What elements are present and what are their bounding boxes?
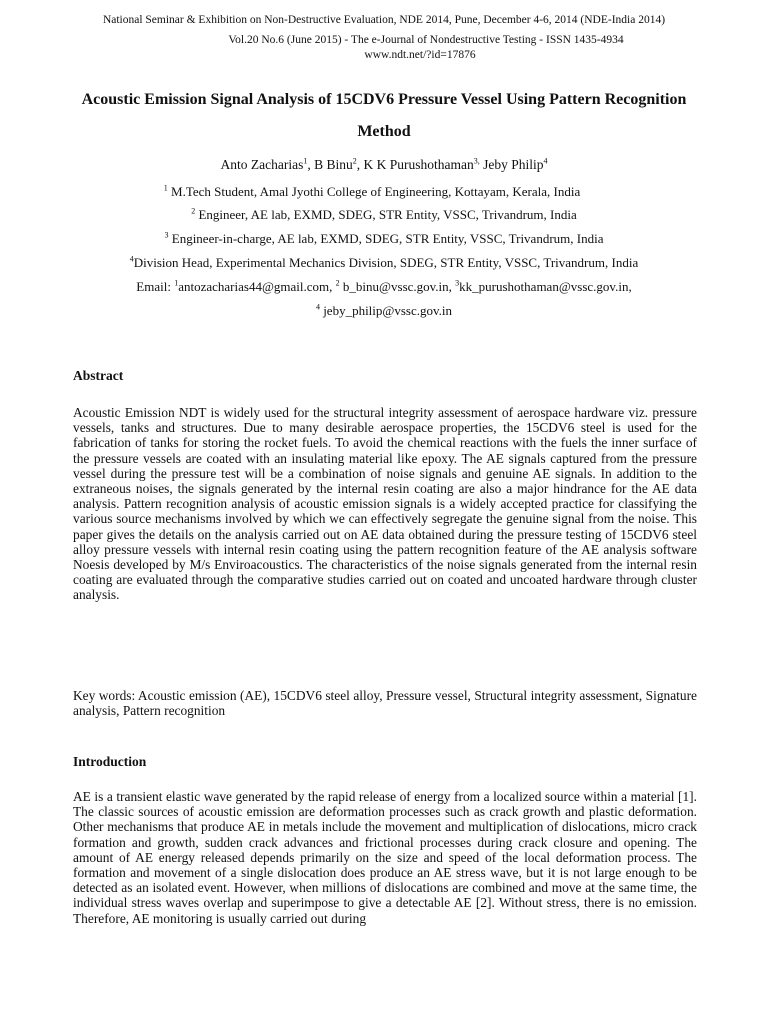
- affiliation-text: M.Tech Student, Amal Jyothi College of Engineering, Kottayam, Kerala, India: [167, 184, 581, 199]
- email-line: [0, 278, 768, 296]
- author-list: [0, 156, 768, 174]
- affiliation-text: Division Head, Experimental Mechanics Division, SDEG, STR Entity, VSSC, Trivandrum, India: [133, 255, 639, 270]
- email-sup: 4: [315, 302, 320, 312]
- author-name: Jeby Philip: [483, 157, 544, 172]
- affiliation-2: [0, 206, 768, 224]
- email-address: jeby_philip@vssc.gov.in: [319, 303, 453, 318]
- paper-title: Acoustic Emission Signal Analysis of 15CDV6 Pressure Vessel Using Pattern Recognition Method: [81, 91, 687, 140]
- author-name: K K Purushothaman: [363, 157, 474, 172]
- conference-header: National Seminar & Exhibition on Non-Destructive Evaluation, NDE 2014, Pune, December 4-6, 2014 (NDE-India 2014): [102, 14, 666, 26]
- journal-header: Vol.20 No.6 (June 2015) - The e-Journal of Nondestructive Testing - ISSN 1435-4934: [228, 34, 624, 46]
- affiliation-sup: 2: [191, 206, 196, 216]
- author-sep: ,: [307, 157, 315, 172]
- affiliation-4: [0, 254, 768, 272]
- abstract-text: Acoustic Emission NDT is widely used for the structural integrity assessment of aerospace hardware viz. pressure vessels, tanks and structures. Due to many desirable aerospace properties, the 15CDV6 steel is used for the fabrication of tanks for storing the rocket fuels. To avoid the chemical reactions with the fuels the inner surface of the pressure vessels are coated with an insulating material like epoxy. The AE signals captured from the pressure vessel during the pressure test will be a combination of noise signals and genuine AE signals. In addition to the extraneous noises, the signals generated by the internal resin coating are also a major hindrance for the AE data analysis. Pattern recognition analysis of acoustic emission signals is a widely accepted practice for classifying the various source mechanisms involved by which we can effectively segregate the genuine signal from the noise. This paper gives the details on the analysis carried out on AE data obtained during the pressure testing of 15CDV6 steel alloy pressure vessels with internal resin coating using the pattern recognition feature of the AE analysis software Noesis developed by M/s Enviroacoustics. The characteristics of the noise signals generated from the internal resin coating are evaluated through the comparative studies carried out on coated and uncoated hardware through cluster analysis.: [73, 405, 697, 603]
- author-sup: 4: [543, 156, 548, 166]
- url-header: www.ndt.net/?id=17876: [364, 49, 476, 61]
- introduction-heading: Introduction: [73, 754, 147, 769]
- email-sup: 3: [455, 278, 460, 288]
- email-address: antozacharias44@gmail.com,: [178, 279, 336, 294]
- affiliation-text: Engineer, AE lab, EXMD, SDEG, STR Entity, VSSC, Trivandrum, India: [195, 207, 577, 222]
- author-name: Anto Zacharias: [220, 157, 304, 172]
- affiliation-3: [0, 230, 768, 248]
- affiliation-sup: 4: [129, 254, 134, 264]
- affiliation-sup: 1: [163, 183, 168, 193]
- affiliation-sup: 3: [164, 230, 169, 240]
- email-sup: 1: [174, 278, 179, 288]
- affiliation-text: Engineer-in-charge, AE lab, EXMD, SDEG, STR Entity, VSSC, Trivandrum, India: [168, 231, 604, 246]
- introduction-text: AE is a transient elastic wave generated by the rapid release of energy from a localized source within a material [1]. The classic sources of acoustic emission are deformation processes such as crack growth and plastic deformation. Other mechanisms that produce AE in metals include the movement and multiplication of dislocations, micro crack formation and growth, sudden crack advances and frictional processes during crack closure and opening. The amount of AE energy released depends primarily on the size and speed of the local deformation process. The formation and movement of a single dislocation does produce an AE stress wave, but it is not large enough to be detected as an isolated event. However, when millions of dislocations are combined and move at the same time, the individual stress waves overlap and superimpose to give a detectable AE [2]. Without stress, there is no emission. Therefore, AE monitoring is usually carried out during: [73, 789, 697, 926]
- email-label: Email:: [136, 279, 175, 294]
- email-sup: 2: [335, 278, 340, 288]
- author-sup: 3,: [473, 156, 480, 166]
- email-address: kk_purushothaman@vssc.gov.in,: [459, 279, 632, 294]
- author-name: B Binu: [314, 157, 353, 172]
- author-sup: 1: [303, 156, 308, 166]
- email-address: b_binu@vssc.gov.in,: [339, 279, 456, 294]
- affiliation-1: [0, 183, 756, 201]
- author-sup: 2: [352, 156, 357, 166]
- keywords: Key words: Acoustic emission (AE), 15CDV6 steel alloy, Pressure vessel, Structural integrity assessment, Signature analysis, Pattern recognition: [73, 688, 697, 719]
- abstract-heading: Abstract: [73, 368, 124, 383]
- email-line-2: [0, 302, 768, 320]
- author-sep: ,: [356, 157, 364, 172]
